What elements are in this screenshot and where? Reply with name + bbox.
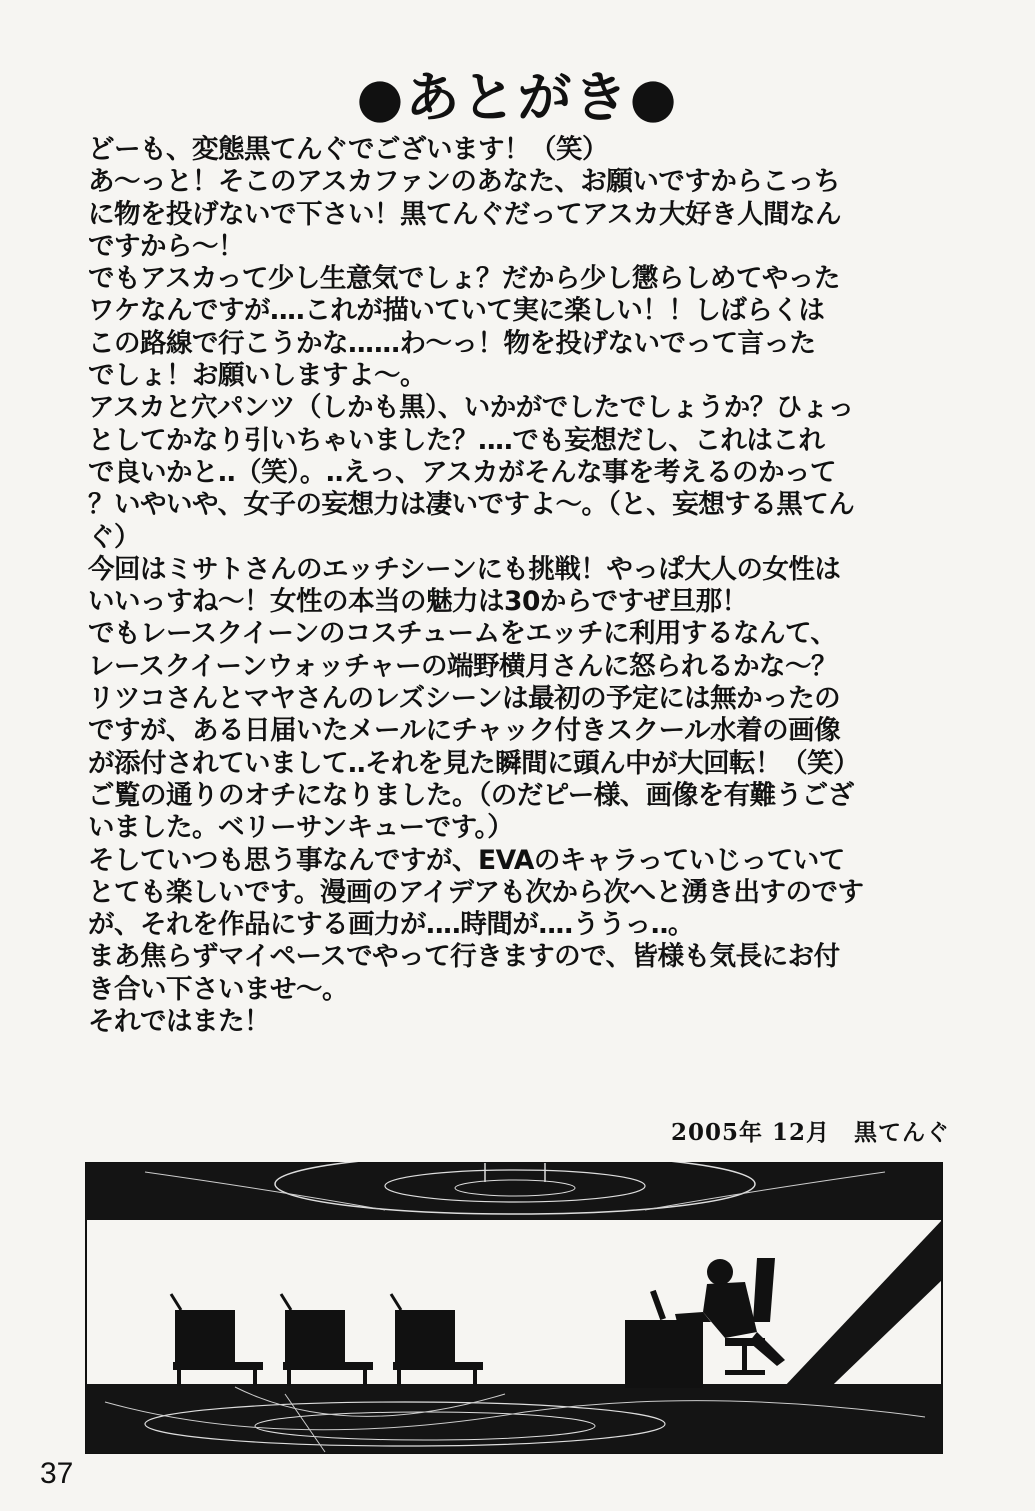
text-line: そしていつも思う事なんですが、EVAのキャラっていじっていて: [88, 844, 845, 876]
signature-date: 2005年 12月 黒てんぐ: [670, 1119, 950, 1146]
text-line: ですが、ある日届いたメールにチャック付きスクール水着の画像: [88, 715, 841, 747]
page-number: 37: [40, 1457, 74, 1490]
illustration-panel: [85, 1162, 943, 1454]
text-line: き合い下さいませ～。: [88, 973, 348, 1005]
text-line: あ～っと！そこのアスカファンのあなた、お願いですからこっち: [88, 166, 840, 198]
text-line: いました。ベリーサンキューです。）: [88, 812, 514, 844]
text-line: で良いかと‥（笑）。‥えっ、アスカがそんな事を考えるのかって: [88, 456, 837, 488]
text-line: ご覧の通りのオチになりました。（のだピー様、画像を有難うござ: [88, 779, 854, 811]
text-line: ぐ）: [88, 521, 140, 553]
text-line: ですから～！: [88, 230, 244, 262]
text-line: でもアスカって少し生意気でしょ？だから少し懲らしめてやった: [88, 263, 840, 295]
text-line: それではまた！: [88, 1006, 270, 1038]
text-line: に物を投げないで下さい！黒てんぐだってアスカ大好き人間なん: [88, 198, 841, 230]
text-line: ？いやいや、女子の妄想力は凄いですよ～。（と、妄想する黒てん: [88, 489, 855, 521]
text-line: どーも、変態黒てんぐでございます！（笑）: [88, 134, 608, 165]
text-line: ワケなんですが‥‥これが描いていて実に楽しい！！しばらくは: [88, 295, 825, 327]
text-line: アスカと穴パンツ（しかも黒）、いかがでしたでしょうか？ひょっ: [88, 392, 854, 424]
text-line: とても楽しいです。漫画のアイデアも次から次へと湧き出すのです: [88, 876, 864, 908]
page-title: ●あとがき●: [356, 66, 679, 129]
text-line: でもレースクイーンのコスチュームをエッチに利用するなんて、: [88, 618, 837, 650]
afterword-body: [88, 134, 948, 1038]
text-line: 今回はミサトさんのエッチシーンにも挑戦！やっぱ大人の女性は: [88, 553, 841, 585]
text-line: いいっすね～！女性の本当の魅力は30からですぜ旦那！: [88, 586, 748, 618]
text-line: としてかなり引いちゃいました？‥‥でも妄想だし、これはこれ: [88, 424, 825, 456]
command-room-illustration: [85, 1162, 943, 1454]
text-line: リツコさんとマヤさんのレズシーンは最初の予定には無かったの: [88, 683, 841, 715]
text-line: この路線で行こうかな‥‥‥わ～っ！物を投げないでって言った: [88, 327, 816, 359]
text-line: でしょ！お願いしますよ～。: [88, 360, 426, 392]
text-line: まあ焦らずマイペースでやって行きますので、皆様も気長にお付: [88, 941, 840, 973]
text-line: が添付されていまして‥それを見た瞬間に頭ん中が大回転！（笑）: [88, 747, 860, 779]
text-line: レースクイーンウォッチャーの端野横月さんに怒られるかな～？: [88, 650, 837, 682]
text-line: が、それを作品にする画力が‥‥時間が‥‥ううっ‥。: [88, 909, 694, 941]
